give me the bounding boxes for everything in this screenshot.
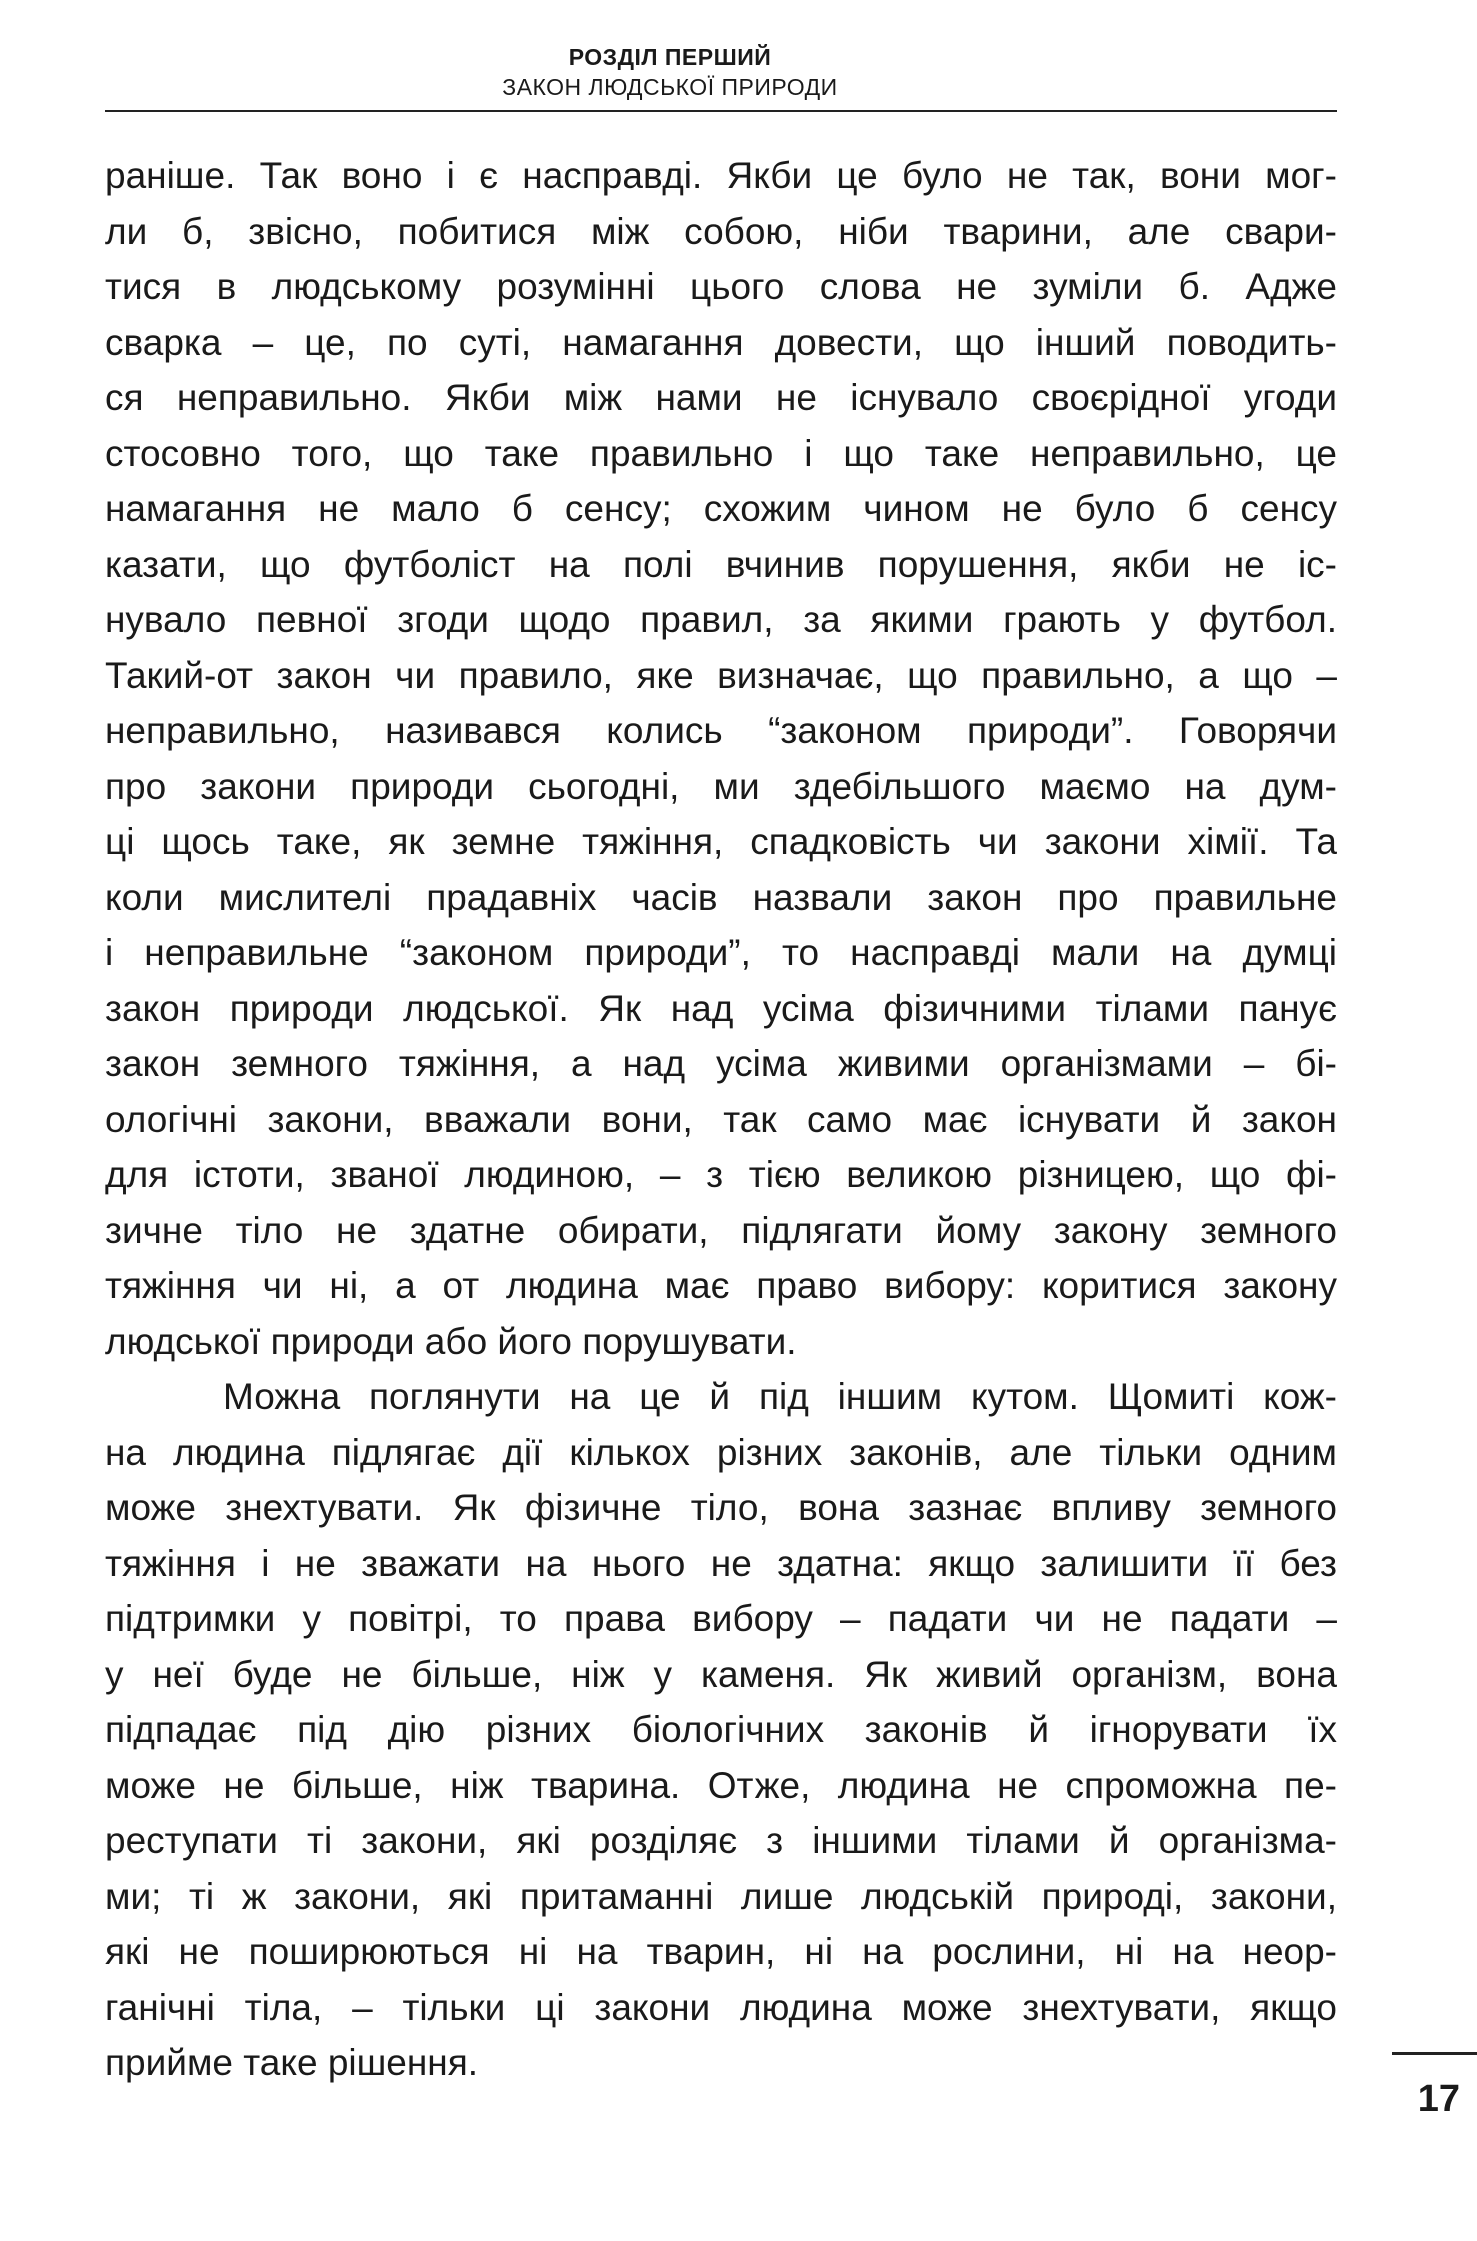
- body-text: [105, 148, 1337, 2091]
- text-line: ся неправильно. Якби між нами не існувало своєрідної угоди: [105, 377, 1337, 418]
- text-line: ми; ті ж закони, які притаманні лише людській природі, закони,: [105, 1875, 1337, 1917]
- text-line: тися в людському розумінні цього слова не зуміли б. Адже: [105, 266, 1337, 307]
- text-line: Такий-от закон чи правило, яке визначає, що правильно, а що –: [105, 654, 1337, 696]
- text-line: ологічні закони, вважали вони, так само має існувати й закон: [105, 1098, 1337, 1140]
- text-line: сварка – це, по суті, намагання довести, що інший поводить-: [105, 321, 1337, 363]
- text-line: реступати ті закони, які розділяє з іншими тілами й організма-: [105, 1820, 1337, 1861]
- text-line: у неї буде не більше, ніж у каменя. Як живий організм, вона: [105, 1653, 1337, 1695]
- text-line: неправильно, називався колись “законом природи”. Говорячи: [105, 710, 1337, 751]
- text-line: про закони природи сьогодні, ми здебільшого маємо на дум-: [105, 765, 1337, 807]
- text-line: і неправильне “законом природи”, то насправді мали на думці: [105, 932, 1337, 973]
- text-line: закон земного тяжіння, а над усіма живими організмами – бі-: [105, 1043, 1337, 1084]
- text-line: стосовно того, що таке правильно і що таке неправильно, це: [105, 432, 1337, 474]
- text-line: ли б, звісно, побитися між собою, ніби тварини, але свари-: [105, 210, 1337, 252]
- text-line: підпадає під дію різних біологічних законів й ігнорувати їх: [105, 1709, 1337, 1750]
- text-line: закон природи людської. Як над усіма фізичними тілами панує: [105, 987, 1337, 1029]
- text-line-paragraph-end: людської природи або його порушувати.: [105, 1320, 797, 1362]
- text-line: які не поширюються ні на тварин, ні на рослини, ні на неор-: [105, 1931, 1337, 1972]
- text-line: може знехтувати. Як фізичне тіло, вона зазнає впливу земного: [105, 1487, 1337, 1528]
- text-line: казати, що футболіст на полі вчинив порушення, якби не іс-: [105, 543, 1337, 585]
- text-line: для істоти, званої людиною, – з тією великою різницею, що фі-: [105, 1154, 1337, 1195]
- text-line-paragraph-end: прийме таке рішення.: [105, 2042, 479, 2083]
- text-line: ці щось таке, як земне тяжіння, спадковість чи закони хімії. Та: [105, 821, 1337, 862]
- page-number-rule: [1392, 2052, 1477, 2055]
- text-line: раніше. Так воно і є насправді. Якби це було не так, вони мог-: [105, 155, 1337, 196]
- text-line: нувало певної згоди щодо правил, за якими грають у футбол.: [105, 599, 1337, 640]
- text-line: коли мислителі прадавніх часів назвали закон про правильне: [105, 876, 1337, 918]
- chapter-subtitle: ЗАКОН ЛЮДСЬКОЇ ПРИРОДИ: [502, 74, 838, 100]
- text-line: тяжіння чи ні, а от людина має право вибору: коритися закону: [105, 1265, 1337, 1306]
- text-line-paragraph-start: Можна поглянути на це й під іншим кутом. Щомиті кож-: [223, 1376, 1337, 1417]
- text-line: ганічні тіла, – тільки ці закони людина може знехтувати, якщо: [105, 1986, 1337, 2028]
- text-line: зичне тіло не здатне обирати, підлягати йому закону земного: [105, 1209, 1337, 1251]
- header-rule: [105, 110, 1337, 112]
- text-line: тяжіння і не зважати на нього не здатна: якщо залишити її без: [105, 1542, 1337, 1584]
- text-line: підтримки у повітрі, то права вибору – падати чи не падати –: [105, 1598, 1337, 1639]
- text-line: намагання не мало б сенсу; схожим чином не було б сенсу: [105, 488, 1337, 529]
- page-number: 17: [1417, 2078, 1460, 2120]
- text-line: на людина підлягає дії кількох різних законів, але тільки одним: [105, 1431, 1337, 1473]
- text-line: може не більше, ніж тварина. Отже, людина не спроможна пе-: [105, 1764, 1337, 1806]
- chapter-title: РОЗДІЛ ПЕРШИЙ: [568, 44, 772, 70]
